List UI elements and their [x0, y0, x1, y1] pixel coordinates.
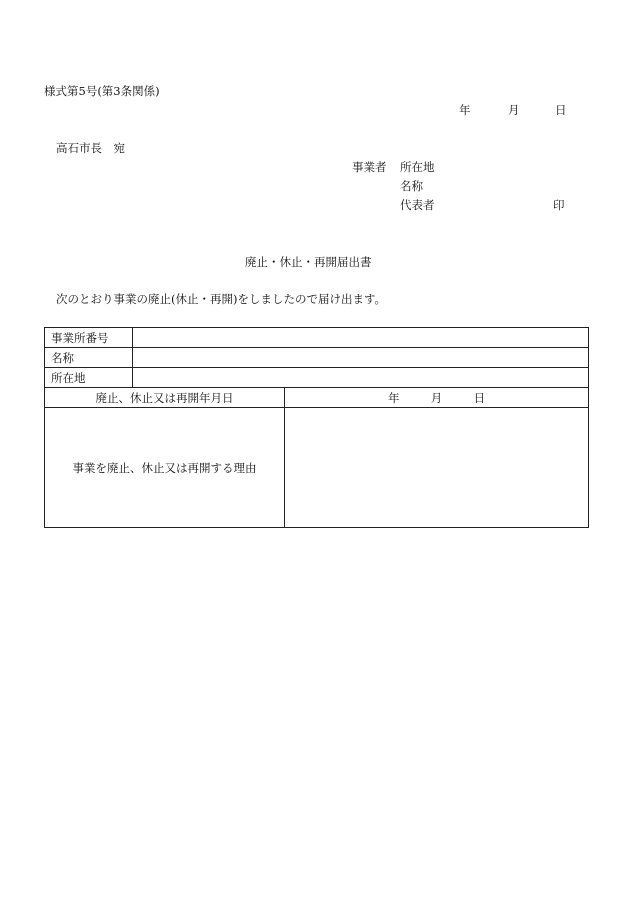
applicant-label: 事業者 [352, 160, 387, 174]
change-date-year: 年 [387, 390, 400, 405]
applicant-address-label: 所在地 [400, 160, 435, 174]
date-year-label: 年 [459, 103, 471, 117]
address-field[interactable] [133, 368, 589, 388]
table-row [45, 348, 589, 368]
addressee: 高石市長 宛 [56, 141, 125, 155]
table-row [45, 388, 589, 408]
table-row [45, 328, 589, 348]
change-date-label: 廃止、休止又は再開年月日 [45, 388, 285, 408]
change-date-day: 日 [473, 390, 486, 405]
name-label: 名称 [45, 348, 133, 368]
change-date-field[interactable] [285, 388, 589, 408]
table-row [45, 368, 589, 388]
date-month-label: 月 [508, 103, 520, 117]
applicant-name-label: 名称 [400, 179, 423, 193]
intro-text: 次のとおり事業の廃止(休止・再開)をしましたので届け出ます。 [56, 292, 387, 306]
form-table [44, 327, 589, 528]
reason-field[interactable] [285, 408, 589, 528]
document-title: 廃止・休止・再開届出書 [245, 255, 372, 269]
seal-mark: 印 [553, 198, 565, 212]
applicant-representative-label: 代表者 [400, 198, 435, 212]
office-number-field[interactable] [133, 328, 589, 348]
form-number: 様式第5号(第3条関係) [44, 84, 160, 98]
change-date-month: 月 [430, 390, 443, 405]
name-field[interactable] [133, 348, 589, 368]
reason-label: 事業を廃止、休止又は再開する理由 [45, 408, 285, 528]
date-day-label: 日 [555, 103, 567, 117]
office-number-label: 事業所番号 [45, 328, 133, 348]
table-row [45, 408, 589, 528]
address-label: 所在地 [45, 368, 133, 388]
